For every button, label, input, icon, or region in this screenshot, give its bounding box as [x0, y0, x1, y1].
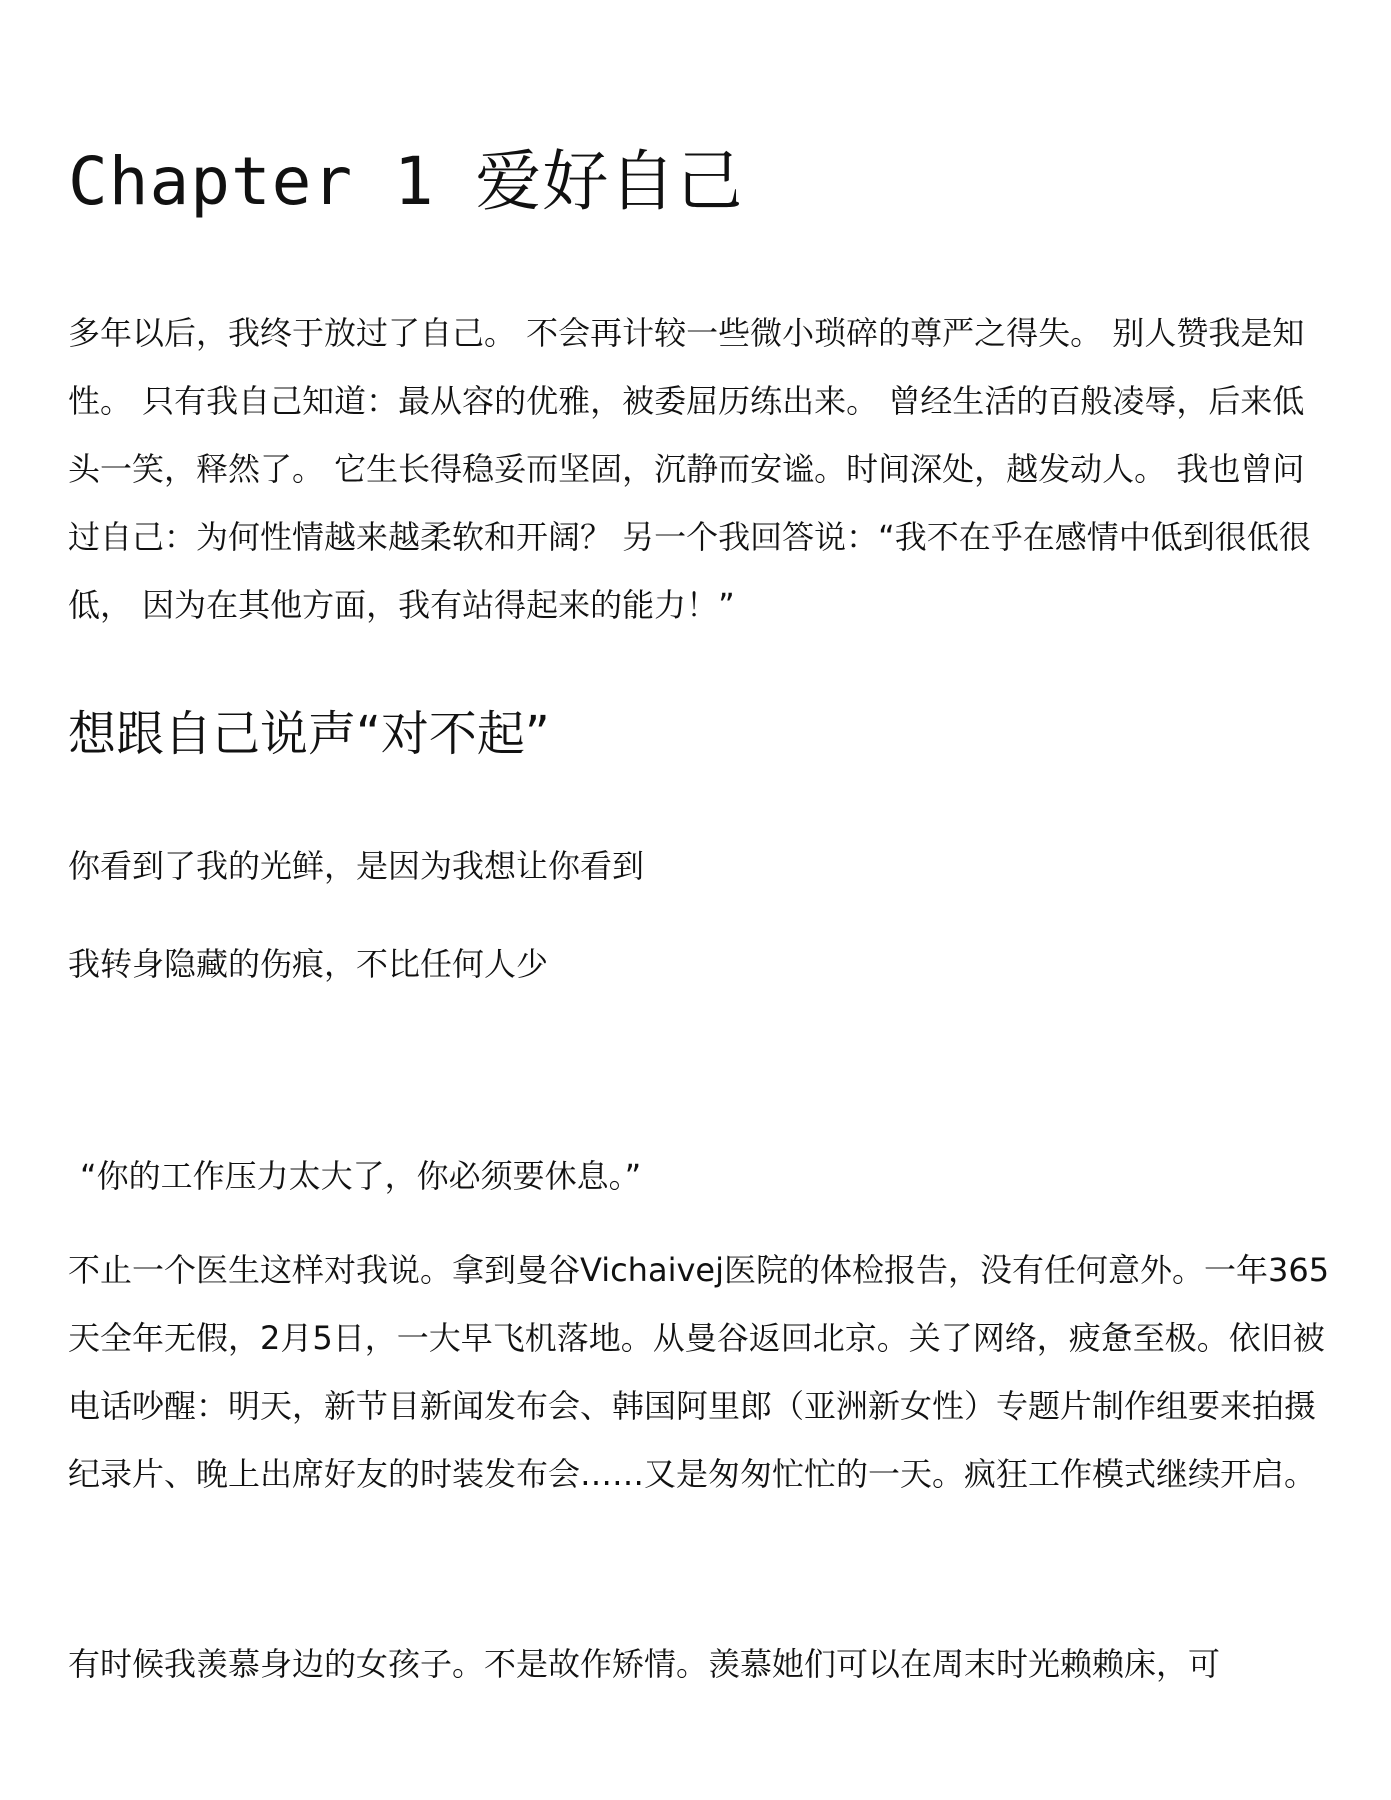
- chapter-title: Chapter 1 爱好自己: [68, 143, 744, 220]
- section-line-2: 我转身隐藏的伤痕，不比任何人少: [68, 945, 549, 983]
- section-line-1: 你看到了我的光鲜，是因为我想让你看到: [68, 847, 645, 885]
- intro-paragraph: 多年以后，我终于放过了自己。 不会再计较一些微小琐碎的尊严之得失。 别人赞我是知性。 只有我自己知道：最从容的优雅，被委屈历练出来。 曾经生活的百般凌辱，后来低头一笑，释然了。 它生长得稳妥而坚固，沉静而安谧。时间深处，越发动人。 我也曾问过自己：为何性情越来越柔软和开阔？ 另一个我回答说：“我不在乎在感情中低到很低很低， 因为在其他方面，我有站得起来的能力！”: [68, 314, 1311, 624]
- body-paragraph-3: 有时候我羡慕身边的女孩子。不是故作矫情。羡慕她们可以在周末时光赖赖床，可: [68, 1645, 1221, 1683]
- doctor-quote: “你的工作压力太大了，你必须要休息。”: [80, 1157, 642, 1195]
- section-heading: 想跟自己说声“对不起”: [68, 706, 550, 762]
- body-paragraph-2: 不止一个医生这样对我说。拿到曼谷Vichaivej医院的体检报告，没有任何意外。一年365天全年无假，2月5日，一大早飞机落地。从曼谷返回北京。关了网络，疲惫至极。依旧被电话吵醒：明天，新节目新闻发布会、韩国阿里郎（亚洲新女性）专题片制作组要来拍摄纪录片、晚上出席好友的时装发布会……又是匆匆忙忙的一天。疯狂工作模式继续开启。: [68, 1251, 1330, 1493]
